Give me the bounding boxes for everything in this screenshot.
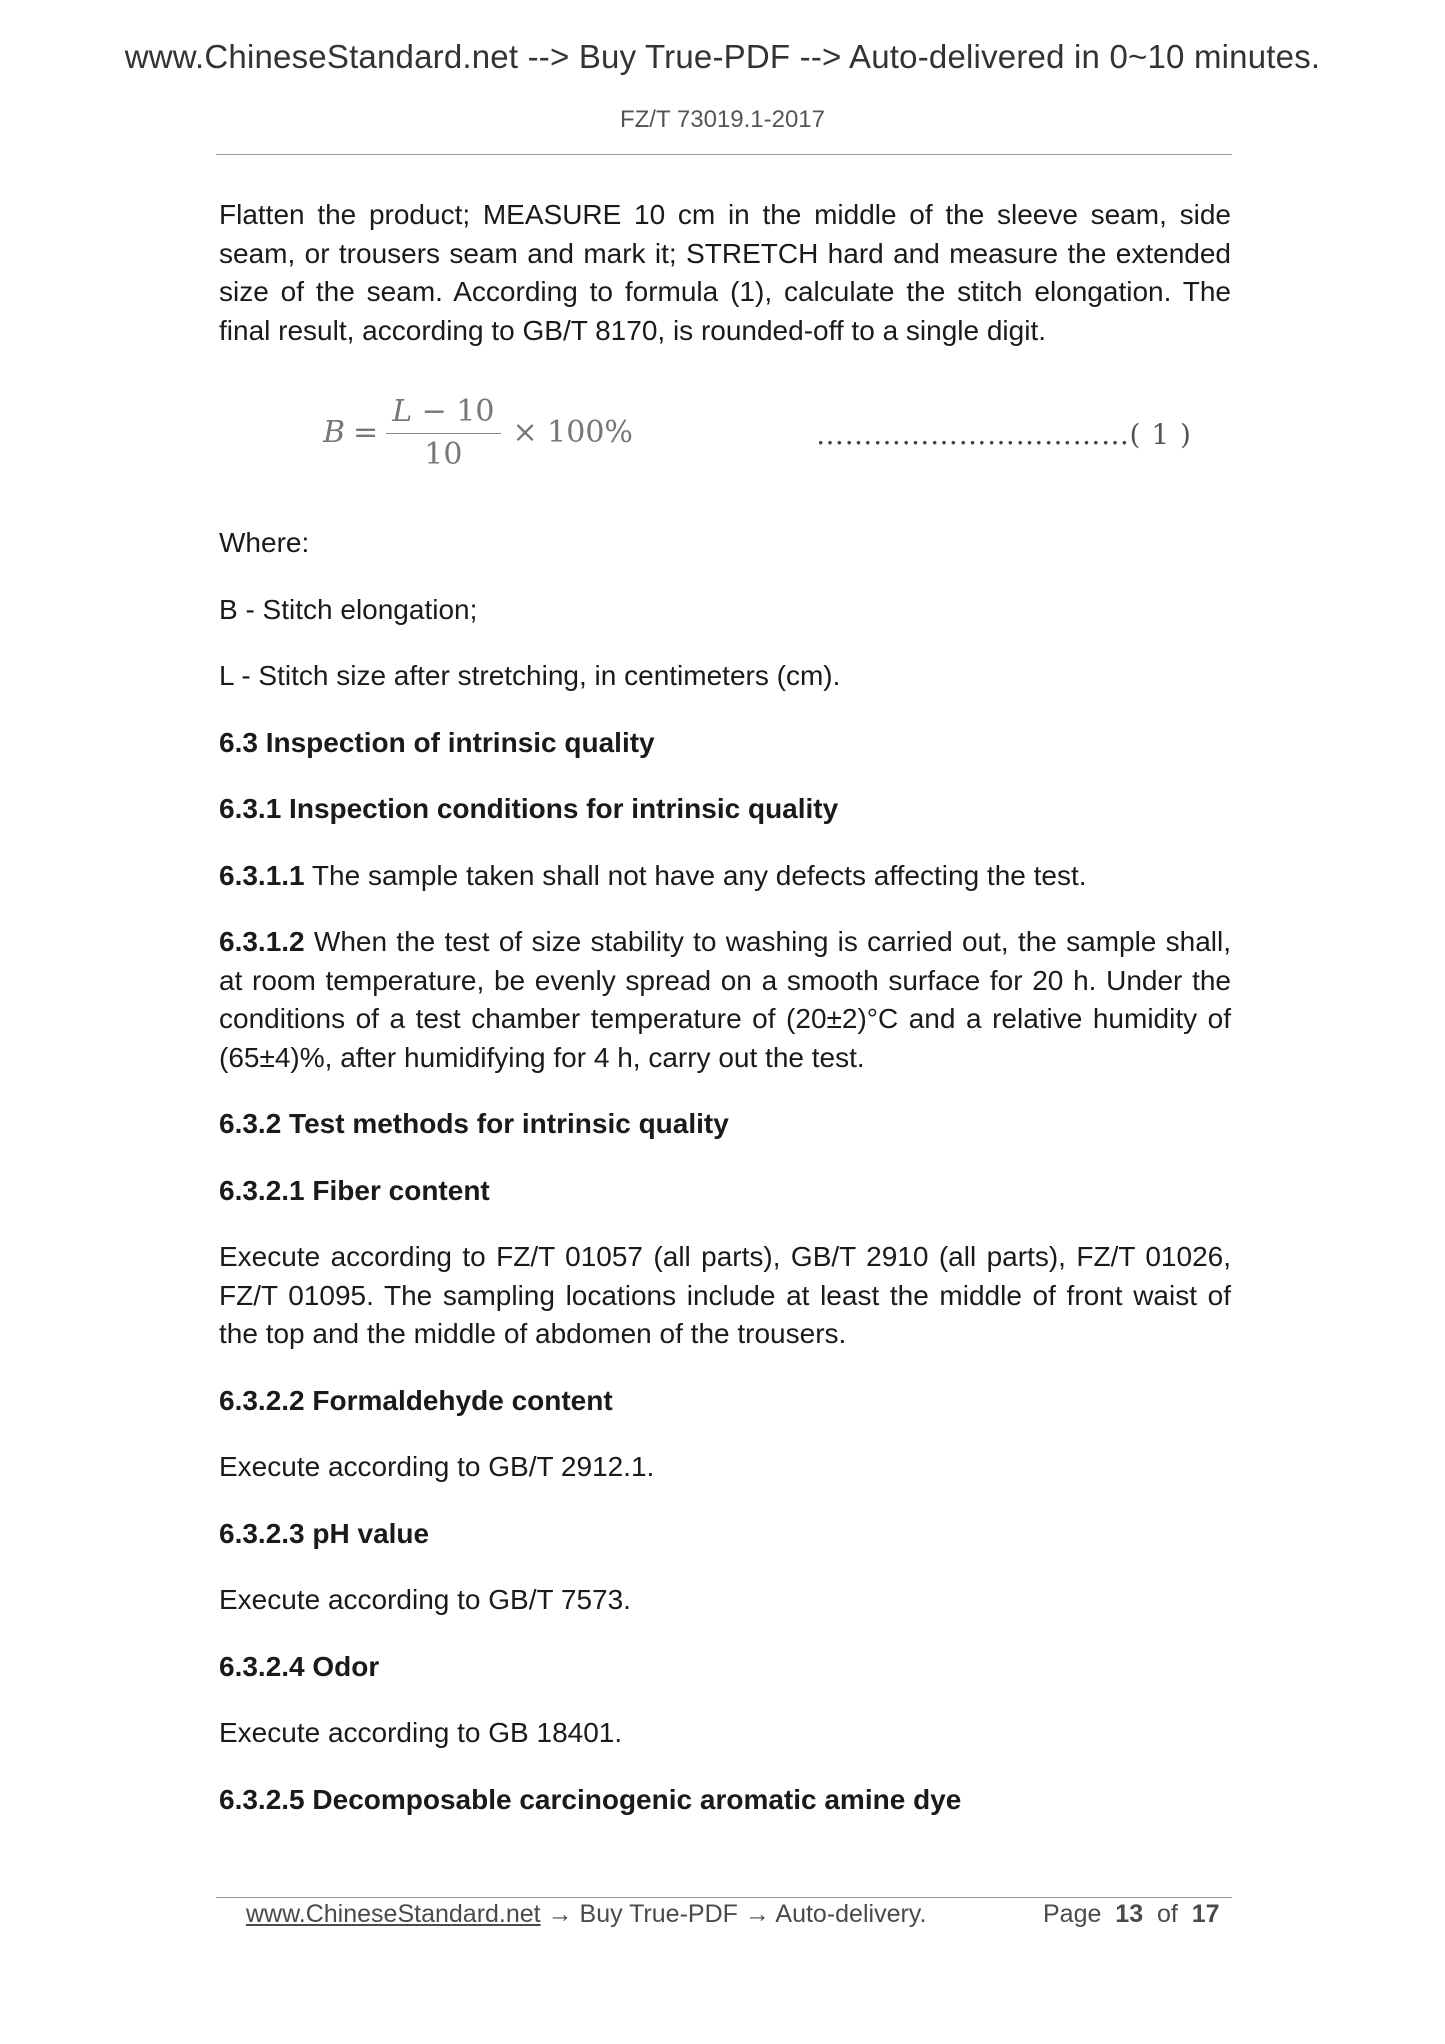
top-banner: www.ChineseStandard.net --> Buy True-PDF --> Auto-delivered in 0~10 minutes.	[124, 38, 1321, 75]
total-pages: 17	[1191, 1900, 1220, 1928]
formula-numerator-variable: L	[392, 394, 413, 429]
clause-6-3-2-2-text: Execute according to GB/T 2912.1.	[219, 1451, 655, 1482]
section-heading-6-3: 6.3 Inspection of intrinsic quality	[219, 726, 655, 758]
definition-b: B - Stitch elongation;	[219, 593, 478, 625]
formula-number-label: ( 1 )	[1129, 418, 1192, 451]
footer-divider	[216, 1897, 1232, 1898]
formula-number	[816, 416, 1192, 455]
section-heading-6-3-2-2: 6.3.2.2 Formaldehyde content	[219, 1384, 613, 1416]
formula-equals: =	[353, 415, 379, 451]
section-heading-6-3-2-1: 6.3.2.1 Fiber content	[219, 1174, 490, 1206]
section-heading-6-3-1: 6.3.1 Inspection conditions for intrinsic quality	[219, 793, 839, 824]
formula-leader-dots: ……………………………	[816, 418, 1130, 451]
section-heading-6-3-2-3: 6.3.2.3 pH value	[219, 1517, 430, 1549]
formula-denominator: 10	[424, 437, 463, 472]
footer-promo-text: → Buy True-PDF → Auto-delivery.	[540, 1900, 927, 1928]
clause-text: The sample taken shall not have any defects affecting the test.	[304, 859, 1087, 891]
clause-6-3-1-2	[219, 923, 1231, 1077]
of-label: of	[1157, 1900, 1178, 1928]
page-label: Page	[1043, 1900, 1102, 1928]
page-content	[219, 196, 1231, 1819]
clause-number: 6.3.1.1	[219, 859, 305, 891]
formula-numerator	[386, 394, 500, 434]
current-page: 13	[1115, 1900, 1144, 1928]
page-indicator	[1043, 1900, 1220, 1929]
footer-site-link[interactable]: www.ChineseStandard.net	[246, 1900, 541, 1928]
formula-multiplier: × 100%	[512, 415, 633, 451]
stitch-elongation-formula	[323, 394, 633, 473]
clause-6-3-2-4-text: Execute according to GB 18401.	[219, 1717, 623, 1748]
clause-6-3-2-3-text: Execute according to GB/T 7573.	[219, 1584, 631, 1615]
formula-numerator-rest: − 10	[412, 394, 495, 429]
formula-row	[219, 386, 1231, 514]
section-heading-6-3-2: 6.3.2 Test methods for intrinsic quality	[219, 1108, 729, 1139]
formula-fraction	[386, 394, 500, 473]
clause-text: When the test of size stability to washing is carried out, the sample shall, at room temperature, be evenly spread on a smooth surface for 20 h. Under the conditions of a test chamber temperature of (20±2)°C and a relative humidity of (65±4)%, after humidifying for 4 h, carry out the test.	[219, 926, 1231, 1073]
formula-lhs: B	[323, 415, 346, 451]
clause-6-3-2-1-text: Execute according to FZ/T 01057 (all parts), GB/T 2910 (all parts), FZ/T 01026, FZ/T 01095. The sampling locations include at least the middle of front waist of the top and the middle of abdomen of the trousers.	[219, 1241, 1231, 1349]
document-code: FZ/T 73019.1-2017	[619, 106, 826, 133]
where-label: Where:	[219, 527, 310, 558]
definition-l: L - Stitch size after stretching, in centimeters (cm).	[219, 660, 841, 691]
clause-number: 6.3.1.2	[219, 926, 305, 957]
footer-promo	[246, 1900, 926, 1929]
section-heading-6-3-2-4: 6.3.2.4 Odor	[219, 1650, 380, 1682]
intro-paragraph: Flatten the product; MEASURE 10 cm in the middle of the sleeve seam, side seam, or trousers seam and mark it; STRETCH hard and measure the extended size of the seam. According to formula (1), calculate the stitch elongation. The final result, according to GB/T 8170, is rounded-off to a single digit.	[219, 199, 1231, 346]
section-heading-6-3-2-5: 6.3.2.5 Decomposable carcinogenic aromatic amine dye	[219, 1783, 962, 1815]
clause-6-3-1-1	[219, 857, 1231, 896]
header-divider	[216, 154, 1232, 155]
